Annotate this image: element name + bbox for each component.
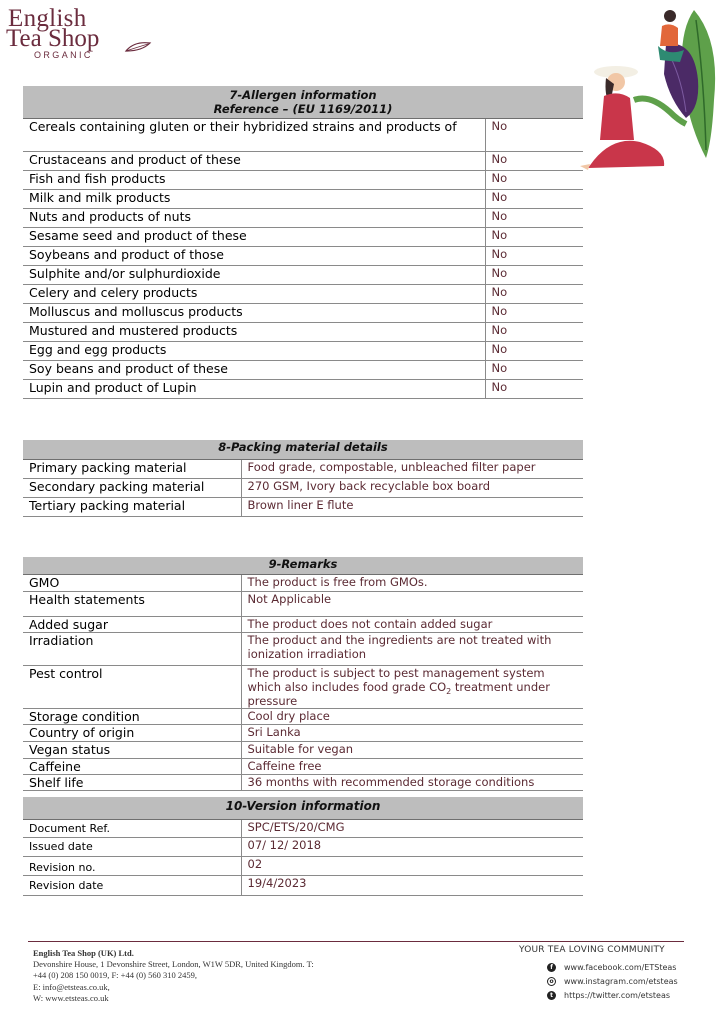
table-row	[23, 341, 583, 360]
row-value: 02	[241, 856, 583, 875]
row-label: Revision no.	[23, 856, 241, 875]
row-label: Secondary packing material	[23, 478, 241, 497]
row-value: 07/ 12/ 2018	[241, 837, 583, 856]
row-label: Sulphite and/or sulphurdioxide	[23, 265, 485, 284]
allergen-header	[23, 86, 583, 118]
row-value: No	[485, 170, 583, 189]
subscript-text: 2	[446, 686, 452, 696]
row-value: 19/4/2023	[241, 875, 583, 895]
row-label: Country of origin	[23, 724, 241, 741]
table-row	[23, 758, 583, 774]
row-label: Egg and egg products	[23, 341, 485, 360]
table-row	[23, 574, 583, 591]
allergen-table	[23, 86, 583, 399]
footer-divider	[28, 941, 684, 942]
row-value	[241, 665, 583, 708]
row-value: 36 months with recommended storage conditions	[241, 774, 583, 790]
row-value: No	[485, 246, 583, 265]
company-name: English Tea Shop (UK) Ltd.	[33, 948, 134, 958]
table-row	[23, 856, 583, 875]
remarks-table	[23, 557, 583, 791]
pest-control-text: The product is subject to pest management system which also includes food grade CO	[247, 665, 545, 694]
row-value: No	[485, 303, 583, 322]
footer-address	[33, 948, 314, 1004]
phone-line: +44 (0) 208 150 0019, F: +44 (0) 560 310 2459,	[33, 970, 197, 981]
row-value: Sri Lanka	[241, 724, 583, 741]
allergen-title: 7-Allergen information	[229, 88, 377, 102]
brand-line-1: English	[8, 5, 87, 32]
twitter-url[interactable]: https://twitter.com/etsteas	[564, 990, 671, 1000]
table-row	[23, 774, 583, 790]
remarks-title: 9-Remarks	[23, 557, 583, 574]
table-row	[23, 170, 583, 189]
row-value: SPC/ETS/20/CMG	[241, 819, 583, 837]
row-value: No	[485, 341, 583, 360]
pest-control-text-end: treatment under pressure	[247, 679, 550, 708]
row-label: Storage condition	[23, 708, 241, 724]
table-row	[23, 246, 583, 265]
table-row	[23, 497, 583, 516]
row-value: Caffeine free	[241, 758, 583, 774]
table-row	[23, 208, 583, 227]
row-label: Irradiation	[23, 632, 241, 665]
table-row	[23, 632, 583, 665]
row-value: The product does not contain added sugar	[241, 616, 583, 632]
table-row	[23, 303, 583, 322]
footer-social	[519, 945, 689, 1002]
row-label: Shelf life	[23, 774, 241, 790]
row-value: No	[485, 265, 583, 284]
row-label: GMO	[23, 574, 241, 591]
row-value: Not Applicable	[241, 591, 583, 616]
table-row	[23, 708, 583, 724]
packing-title: 8-Packing material details	[23, 440, 583, 459]
table-row	[23, 360, 583, 379]
table-row	[23, 616, 583, 632]
row-value: Cool dry place	[241, 708, 583, 724]
row-value: Brown liner E flute	[241, 497, 583, 516]
table-row	[23, 322, 583, 341]
web-line: W: www.etsteas.co.uk	[33, 992, 109, 1003]
row-value: 270 GSM, Ivory back recyclable box board	[241, 478, 583, 497]
row-value: The product and the ingredients are not treated with ionization irradiation	[241, 632, 583, 665]
table-row	[23, 459, 583, 478]
row-label: Lupin and product of Lupin	[23, 379, 485, 398]
row-value: No	[485, 208, 583, 227]
row-label: Molluscus and molluscus products	[23, 303, 485, 322]
row-label: Tertiary packing material	[23, 497, 241, 516]
table-row	[23, 189, 583, 208]
community-title: YOUR TEA LOVING COMMUNITY	[519, 945, 665, 955]
version-table	[23, 797, 583, 896]
row-label: Sesame seed and product of these	[23, 227, 485, 246]
table-row	[23, 837, 583, 856]
version-title: 10-Version information	[23, 797, 583, 819]
row-value: No	[485, 284, 583, 303]
row-label: Cereals containing gluten or their hybridized strains and products of	[23, 118, 485, 151]
table-row	[23, 284, 583, 303]
twitter-link[interactable]	[519, 988, 689, 1002]
instagram-icon: o	[547, 977, 556, 986]
table-row	[23, 875, 583, 895]
table-row	[23, 379, 583, 398]
row-value: No	[485, 118, 583, 151]
row-label: Crustaceans and product of these	[23, 151, 485, 170]
row-label: Document Ref.	[23, 819, 241, 837]
row-label: Milk and milk products	[23, 189, 485, 208]
row-value: The product is free from GMOs.	[241, 574, 583, 591]
row-value: No	[485, 227, 583, 246]
row-label: Revision date	[23, 875, 241, 895]
facebook-url[interactable]: www.facebook.com/ETSteas	[564, 962, 677, 972]
row-value: No	[485, 322, 583, 341]
row-label: Celery and celery products	[23, 284, 485, 303]
table-row	[23, 724, 583, 741]
twitter-icon: t	[547, 991, 556, 1000]
table-row	[23, 591, 583, 616]
row-value: No	[485, 189, 583, 208]
table-row	[23, 265, 583, 284]
row-label: Pest control	[23, 665, 241, 708]
instagram-link[interactable]	[519, 974, 689, 988]
instagram-url[interactable]: www.instagram.com/etsteas	[564, 976, 678, 986]
table-row	[23, 478, 583, 497]
packing-table	[23, 440, 583, 517]
tea-illustration	[574, 0, 720, 180]
row-label: Vegan status	[23, 741, 241, 758]
row-label: Soy beans and product of these	[23, 360, 485, 379]
row-label: Caffeine	[23, 758, 241, 774]
brand-logo	[8, 6, 158, 58]
row-label: Health statements	[23, 591, 241, 616]
facebook-link[interactable]	[519, 960, 689, 974]
row-value: No	[485, 360, 583, 379]
row-label: Nuts and products of nuts	[23, 208, 485, 227]
table-row	[23, 118, 583, 151]
allergen-reference: Reference – (EU 1169/2011)	[213, 102, 393, 116]
row-label: Issued date	[23, 837, 241, 856]
table-row	[23, 819, 583, 837]
table-row	[23, 151, 583, 170]
address-line: Devonshire House, 1 Devonshire Street, London, W1W 5DR, United Kingdom. T:	[33, 959, 314, 970]
row-label: Added sugar	[23, 616, 241, 632]
row-label: Primary packing material	[23, 459, 241, 478]
row-value: No	[485, 379, 583, 398]
table-row	[23, 665, 583, 708]
brand-line-2: Tea Shop	[6, 25, 100, 52]
facebook-icon: f	[547, 963, 556, 972]
row-value: No	[485, 151, 583, 170]
table-row	[23, 741, 583, 758]
table-row	[23, 227, 583, 246]
email-line: E: info@etsteas.co.uk,	[33, 981, 110, 992]
row-value: Suitable for vegan	[241, 741, 583, 758]
row-label: Fish and fish products	[23, 170, 485, 189]
brand-line-3: ORGANIC	[34, 50, 93, 60]
row-label: Mustured and mustered products	[23, 322, 485, 341]
row-value: Food grade, compostable, unbleached filter paper	[241, 459, 583, 478]
leaf-icon	[124, 39, 152, 55]
row-label: Soybeans and product of those	[23, 246, 485, 265]
